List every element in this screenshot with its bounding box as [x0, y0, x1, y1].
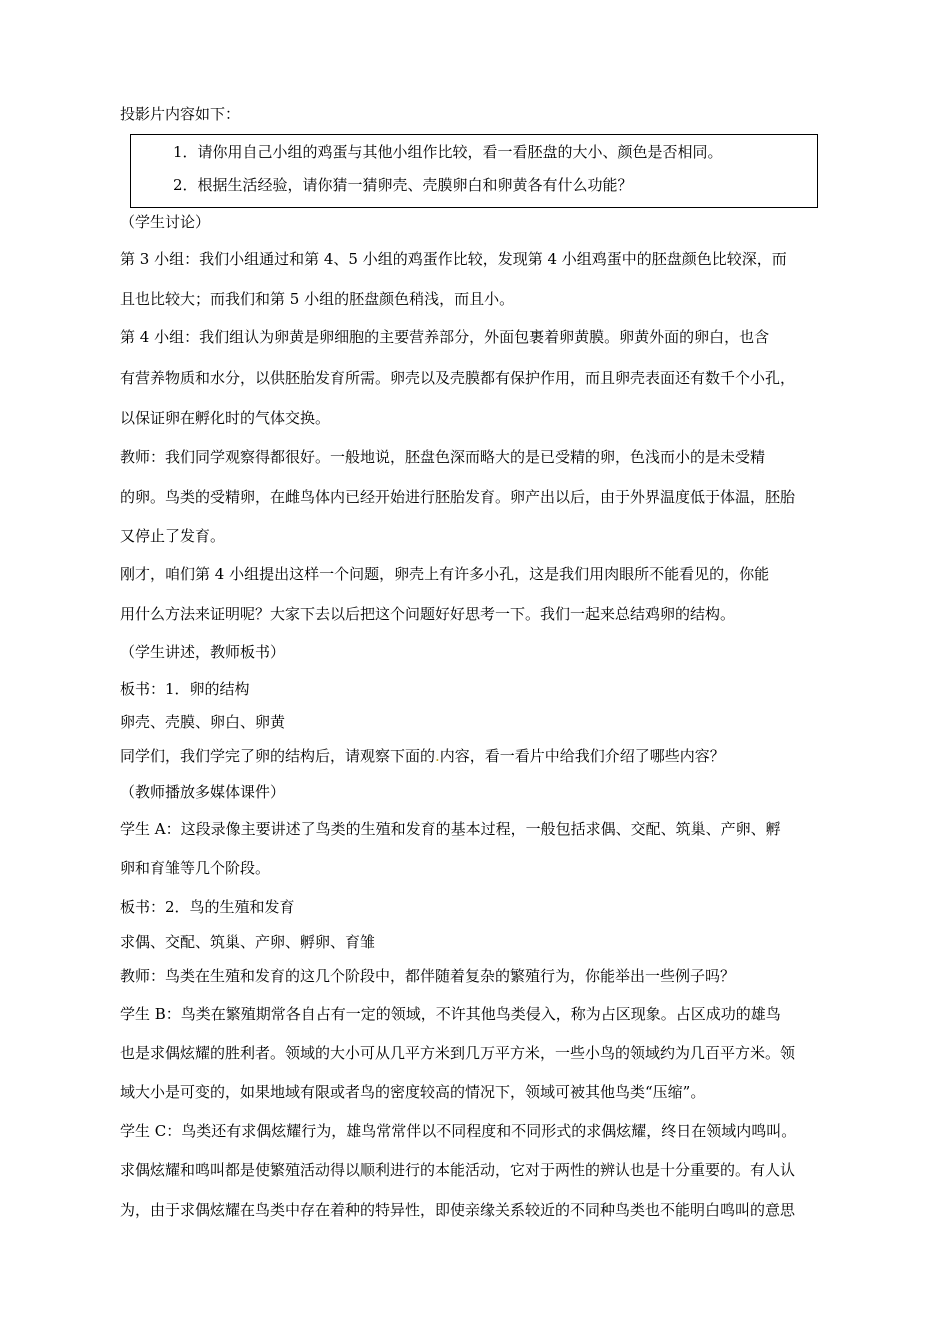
paragraph-line: 有营养物质和水分，以供胚胎发育所需。卵壳以及壳膜都有保护作用，而且卵壳表面还有数千个小孔， [120, 369, 796, 387]
paragraph-line: 同学们，我们学完了卵的结构后，请观察下面的.内容，看一看片中给我们介绍了哪些内容？ [120, 747, 725, 765]
paragraph-line: 学生 B：鸟类在繁殖期常各自占有一定的领域，不许其他鸟类侵入，称为占区现象。占区成功的雄鸟 [120, 1005, 781, 1023]
paragraph-line: 教师：我们同学观察得都很好。一般地说，胚盘色深而略大的是已受精的卵，色浅而小的是未受精 [120, 448, 766, 466]
paragraph-line: 刚才，咱们第 4 小组提出这样一个问题，卵壳上有许多小孔，这是我们用肉眼所不能看见的，你能 [120, 565, 770, 583]
paragraph-line: 教师：鸟类在生殖和发育的这几个阶段中，都伴随着复杂的繁殖行为，你能举出一些例子吗？ [120, 967, 736, 985]
paragraph-line: 又停止了发育。 [120, 527, 226, 545]
intro-text: 投影片内容如下： [120, 105, 241, 123]
paragraph-line: （教师播放多媒体课件） [120, 783, 286, 801]
paragraph-line: 学生 A：这段录像主要讲述了鸟类的生殖和发育的基本过程，一般包括求偶、交配、筑巢、产卵、孵 [120, 820, 781, 838]
board-heading-2: 板书：2．鸟的生殖和发育 [120, 898, 295, 916]
paragraph-line: 卵壳、壳膜、卵白、卵黄 [120, 713, 286, 731]
paragraph-line: 求偶炫耀和鸣叫都是使繁殖活动得以顺利进行的本能活动，它对于两性的辨认也是十分重要的。有人认 [120, 1161, 796, 1179]
paragraph-line: 以保证卵在孵化时的气体交换。 [120, 409, 331, 427]
paragraph-line: 为，由于求偶炫耀在鸟类中存在着种的特异性，即使亲缘关系较近的不同种鸟类也不能明白鸣叫的意思 [120, 1201, 796, 1219]
slide-item-2: 2．根据生活经验，请你猜一猜卵壳、壳膜卵白和卵黄各有什么功能？ [173, 176, 633, 194]
paragraph-line: 且也比较大；而我们和第 5 小组的胚盘颜色稍浅，而且小。 [120, 290, 515, 308]
paragraph-line: （学生讨论） [120, 213, 211, 231]
paragraph-line: （学生讲述，教师板书） [120, 643, 286, 661]
paragraph-line: 第 3 小组：我们小组通过和第 4、5 小组的鸡蛋作比较，发现第 4 小组鸡蛋中的胚盘颜色比较深，而 [120, 250, 787, 268]
paragraph-line: 第 4 小组：我们组认为卵黄是卵细胞的主要营养部分，外面包裹着卵黄膜。卵黄外面的卵白，也含 [120, 328, 770, 346]
paragraph-line: 的卵。鸟类的受精卵，在雌鸟体内已经开始进行胚胎发育。卵产出以后，由于外界温度低于体温，胚胎 [120, 488, 796, 506]
board-heading-1: 板书：1．卵的结构 [120, 680, 250, 698]
paragraph-line: 求偶、交配、筑巢、产卵、孵卵、育雏 [120, 933, 376, 951]
paragraph-line: 卵和育雏等几个阶段。 [120, 859, 271, 877]
paragraph-line: 域大小是可变的，如果地域有限或者鸟的密度较高的情况下，领域可被其他鸟类“压缩”。 [120, 1083, 706, 1101]
slide-item-1: 1．请你用自己小组的鸡蛋与其他小组作比较，看一看胚盘的大小、颜色是否相同。 [173, 143, 723, 161]
paragraph-line: 学生 C：鸟类还有求偶炫耀行为，雄鸟常常伴以不同程度和不同形式的求偶炫耀，终日在领域内鸣叫。 [120, 1122, 797, 1140]
mark-dot-icon: . [435, 747, 440, 765]
paragraph-line: 也是求偶炫耀的胜利者。领域的大小可从几平方米到几万平方米，一些小鸟的领域约为几百平方米。领 [120, 1044, 796, 1062]
paragraph-line: 用什么方法来证明呢？大家下去以后把这个问题好好思考一下。我们一起来总结鸡卵的结构。 [120, 605, 736, 623]
slide-content-box [130, 134, 818, 208]
